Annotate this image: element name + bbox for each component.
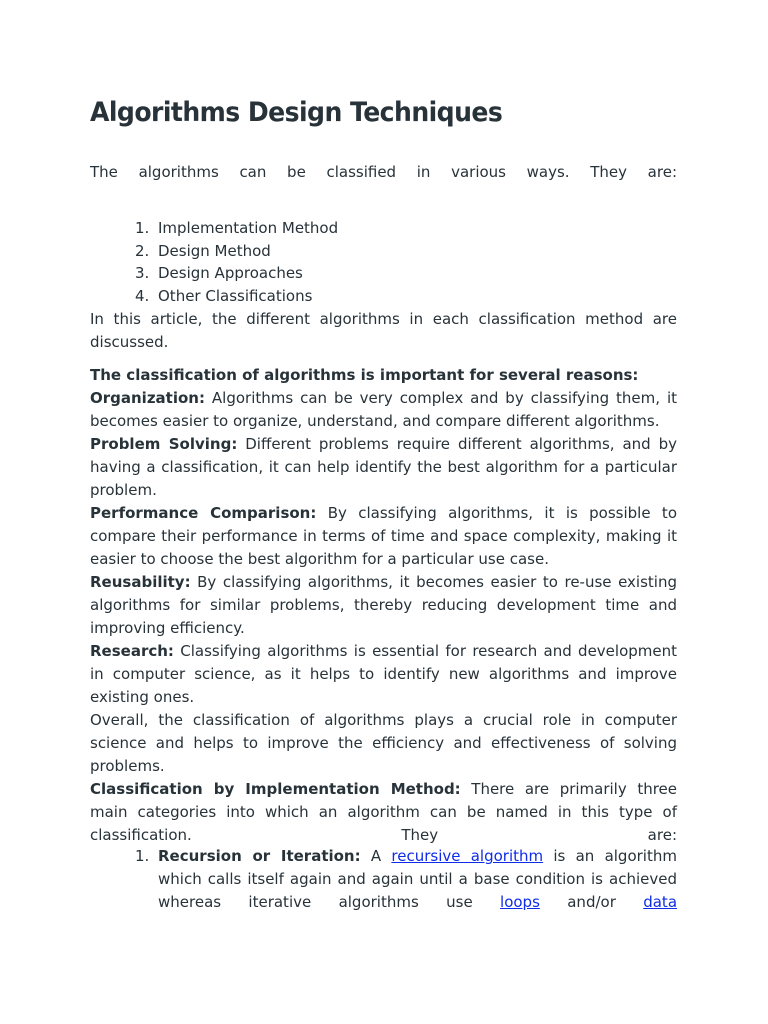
list-number: 4. <box>135 287 150 306</box>
reasons-heading: The classification of algorithms is important for several reasons: <box>90 366 639 384</box>
data-link[interactable]: data <box>643 893 678 911</box>
intro-paragraph: The algorithms can be classified in various ways. They are: <box>90 163 677 181</box>
page-title: Algorithms Design Techniques <box>90 97 503 128</box>
list-item <box>90 285 677 308</box>
reason-term: Performance Comparison: <box>90 504 317 522</box>
list-number: 2. <box>135 241 150 260</box>
list-item <box>90 845 677 914</box>
recursive-algorithm-link[interactable]: recursive algorithm <box>391 847 544 865</box>
list-item <box>90 240 677 263</box>
recursion-term: Recursion or Iteration: <box>158 847 361 865</box>
reason-text: By classifying algorithms, it is possible to compare their performance in terms of time and space complexity, making it easier to choose the best algorithm for a particular use case. <box>90 504 677 568</box>
list-number: 3. <box>135 264 150 283</box>
recursion-text: and/or <box>539 893 644 911</box>
implementation-method-paragraph <box>90 778 677 847</box>
reason-text: Classifying algorithms is essential for research and development in computer science, as it helps to identify new algorithms and improve existing ones. <box>90 642 677 706</box>
reason-organization <box>90 387 677 433</box>
overall-paragraph: Overall, the classification of algorithms plays a crucial role in computer science and helps to improve the efficiency and effectiveness of solving problems. <box>90 711 677 775</box>
reason-term: Reusability: <box>90 573 191 591</box>
recursion-text: is an algorithm which calls itself again and again until a base condition is achieved whereas iterative algorithms use <box>158 847 677 911</box>
list-item-label: Implementation Method <box>158 219 339 237</box>
implementation-method-text: There are primarily three main categories into which an algorithm can be named in this type of classification. They are: <box>90 780 678 844</box>
implementation-list <box>90 845 677 914</box>
list-number: 1. <box>135 847 150 865</box>
reason-performance-comparison <box>90 502 677 571</box>
list-item <box>90 262 677 285</box>
reason-text: Algorithms can be very complex and by classifying them, it becomes easier to organize, understand, and compare different algorithms. <box>90 389 677 430</box>
reason-reusability <box>90 571 677 640</box>
reason-research <box>90 640 677 709</box>
list-item-label: Other Classifications <box>158 287 313 306</box>
reason-term: Research: <box>90 642 174 660</box>
list-item-label: Design Approaches <box>158 264 303 283</box>
loops-link[interactable]: loops <box>500 893 540 911</box>
after-list-paragraph: In this article, the different algorithms in each classification method are discussed. <box>90 310 677 351</box>
classification-list <box>90 217 677 308</box>
reason-term: Problem Solving: <box>90 435 238 453</box>
reasons-block <box>90 387 677 847</box>
implementation-method-term: Classification by Implementation Method: <box>90 780 461 798</box>
reason-text: Different problems require different algorithms, and by having a classification, it can help identify the best algorithm for a particular problem. <box>90 435 678 499</box>
recursion-text: A <box>360 847 392 865</box>
reason-term: Organization: <box>90 389 205 407</box>
list-item-label: Design Method <box>158 241 271 260</box>
list-item <box>90 217 677 240</box>
list-number: 1. <box>135 219 150 237</box>
reason-text: By classifying algorithms, it becomes easier to re-use existing algorithms for similar problems, thereby reducing development time and improving efficiency. <box>90 573 677 637</box>
reason-problem-solving <box>90 433 677 502</box>
